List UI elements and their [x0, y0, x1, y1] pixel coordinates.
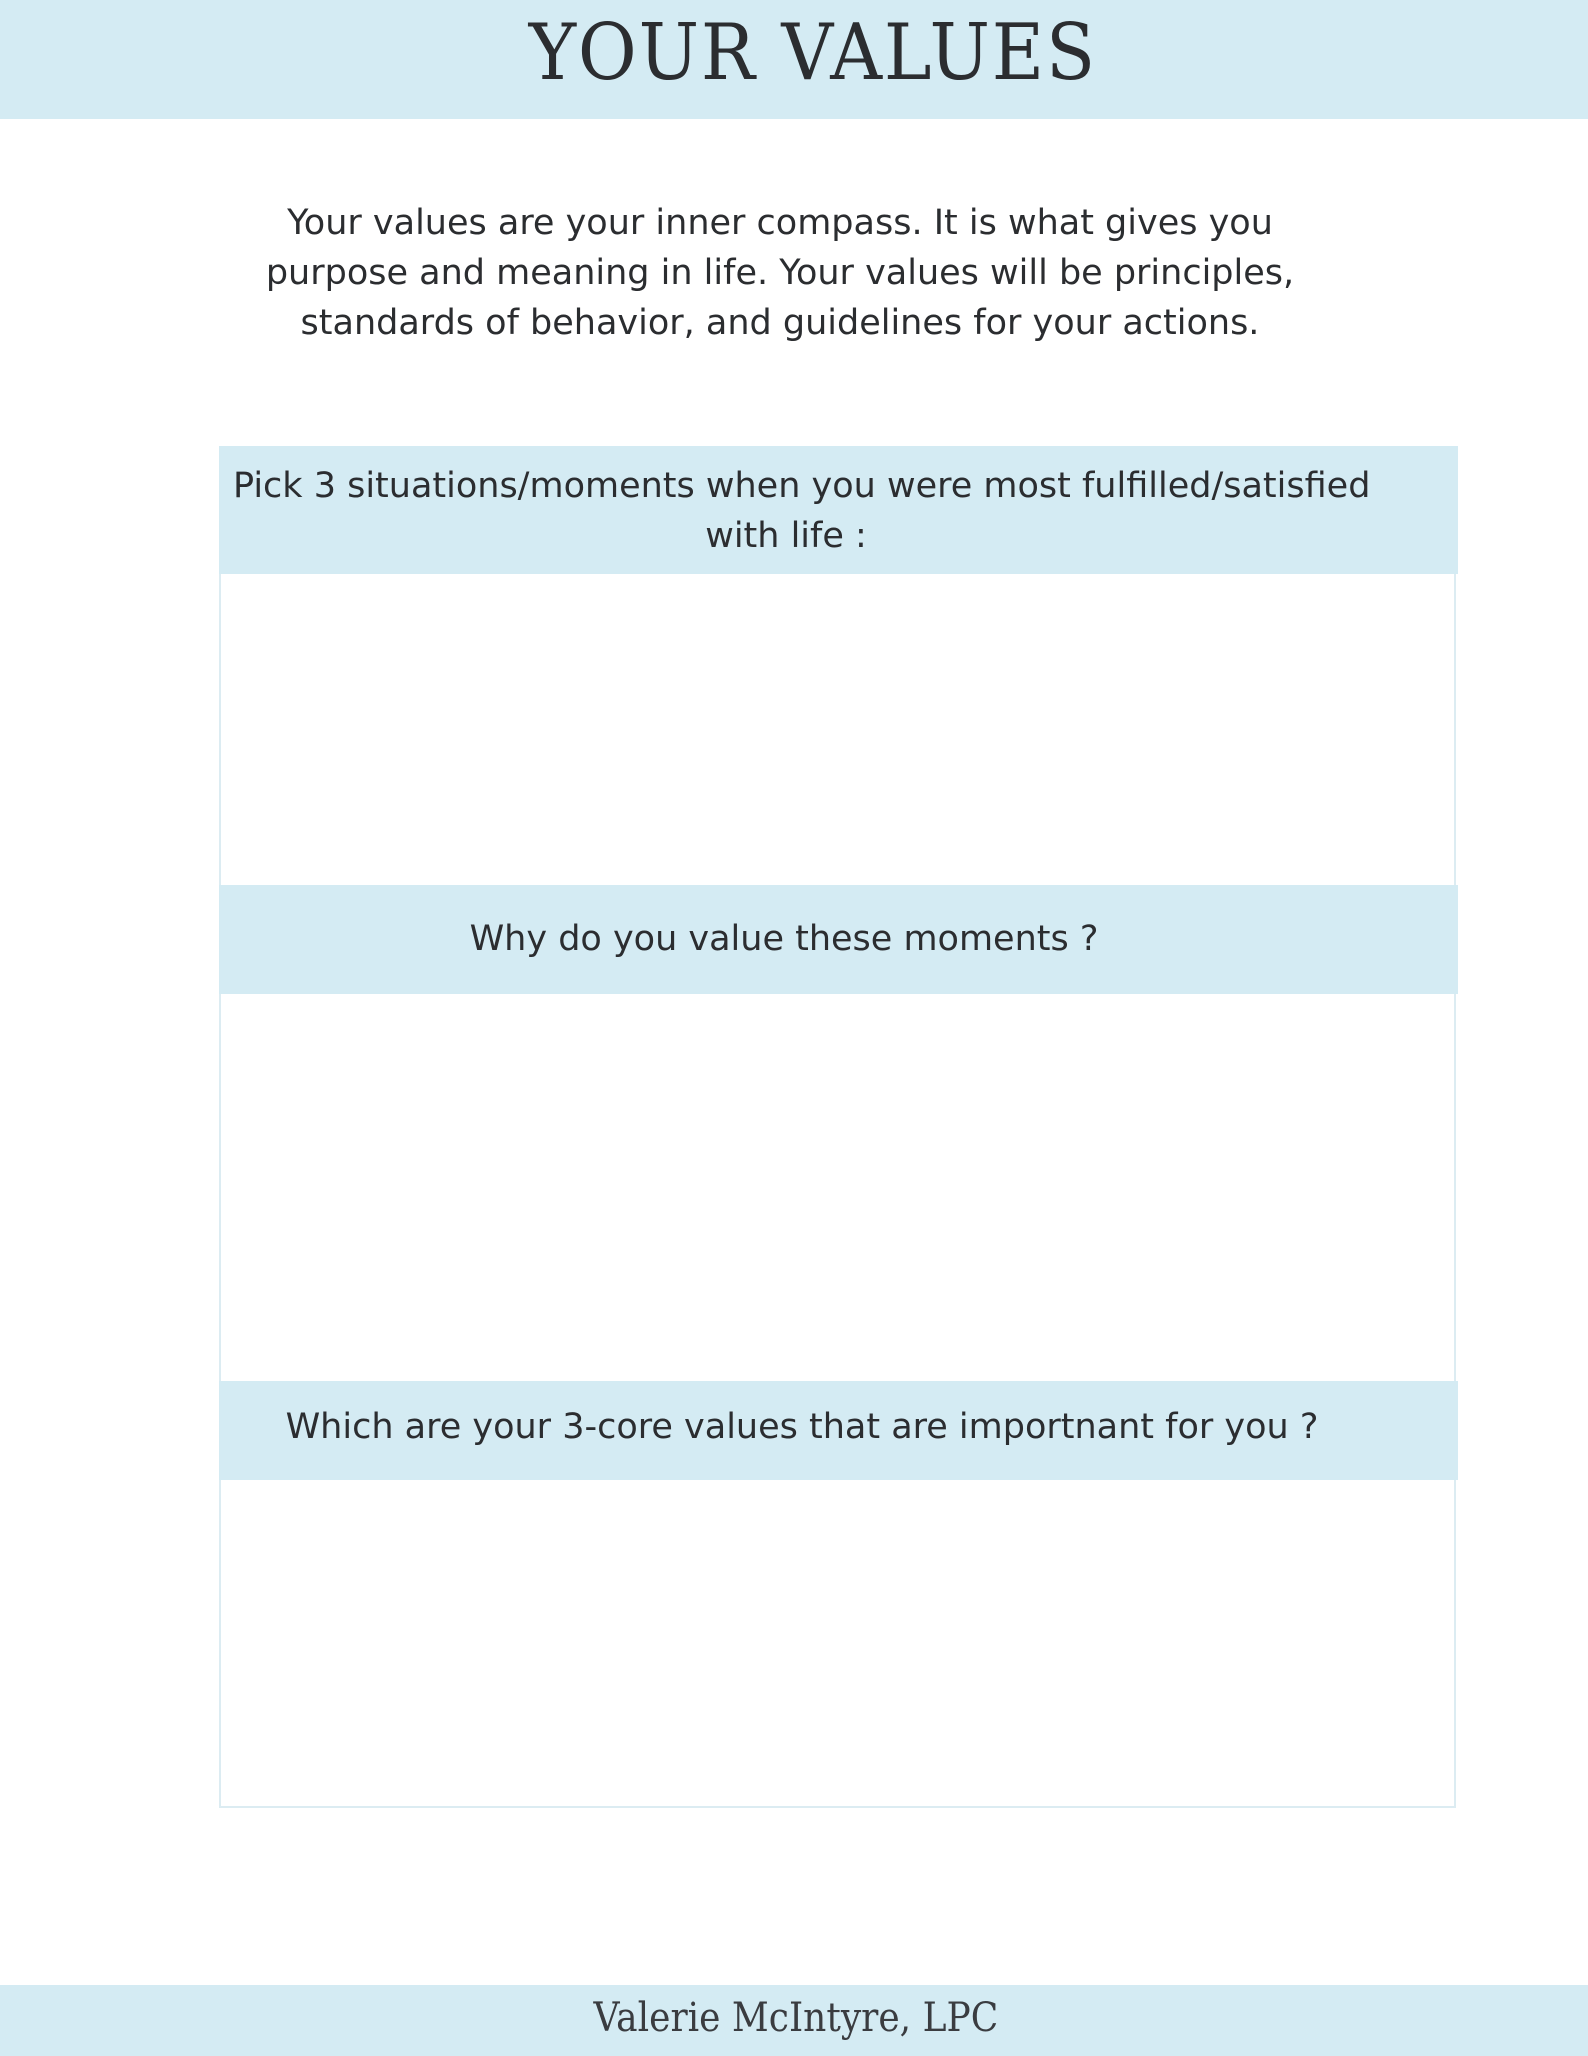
question-header-why: [219, 885, 1458, 994]
title-banner: [0, 0, 1588, 119]
answer-area-situations[interactable]: [221, 574, 1454, 885]
footer-banner: [0, 1985, 1588, 2056]
intro-paragraph: [260, 198, 1300, 348]
answer-area-why[interactable]: [221, 994, 1454, 1381]
question-text: Which are your 3-core values that are importnant for you ?: [285, 1406, 1319, 1447]
intro-line: Your values are your inner compass. It is what gives you: [287, 203, 1273, 243]
intro-line: purpose and meaning in life. Your values will be principles,: [265, 253, 1295, 293]
answer-area-core-values[interactable]: [221, 1480, 1454, 1806]
question-header-situations: [219, 446, 1458, 574]
question-text: Pick 3 situations/moments when you were most fulfilled/satisfied: [233, 466, 1371, 506]
question-text: with life :: [705, 516, 867, 556]
page-title: YOUR VALUES: [528, 7, 1098, 98]
worksheet-table: [219, 446, 1456, 1808]
question-text: Why do you value these moments ?: [469, 918, 1099, 959]
intro-line: standards of behavior, and guidelines for your actions.: [300, 303, 1260, 343]
author-credit: Valerie McIntyre, LPC: [593, 1994, 999, 2041]
question-header-core-values: [219, 1381, 1458, 1480]
